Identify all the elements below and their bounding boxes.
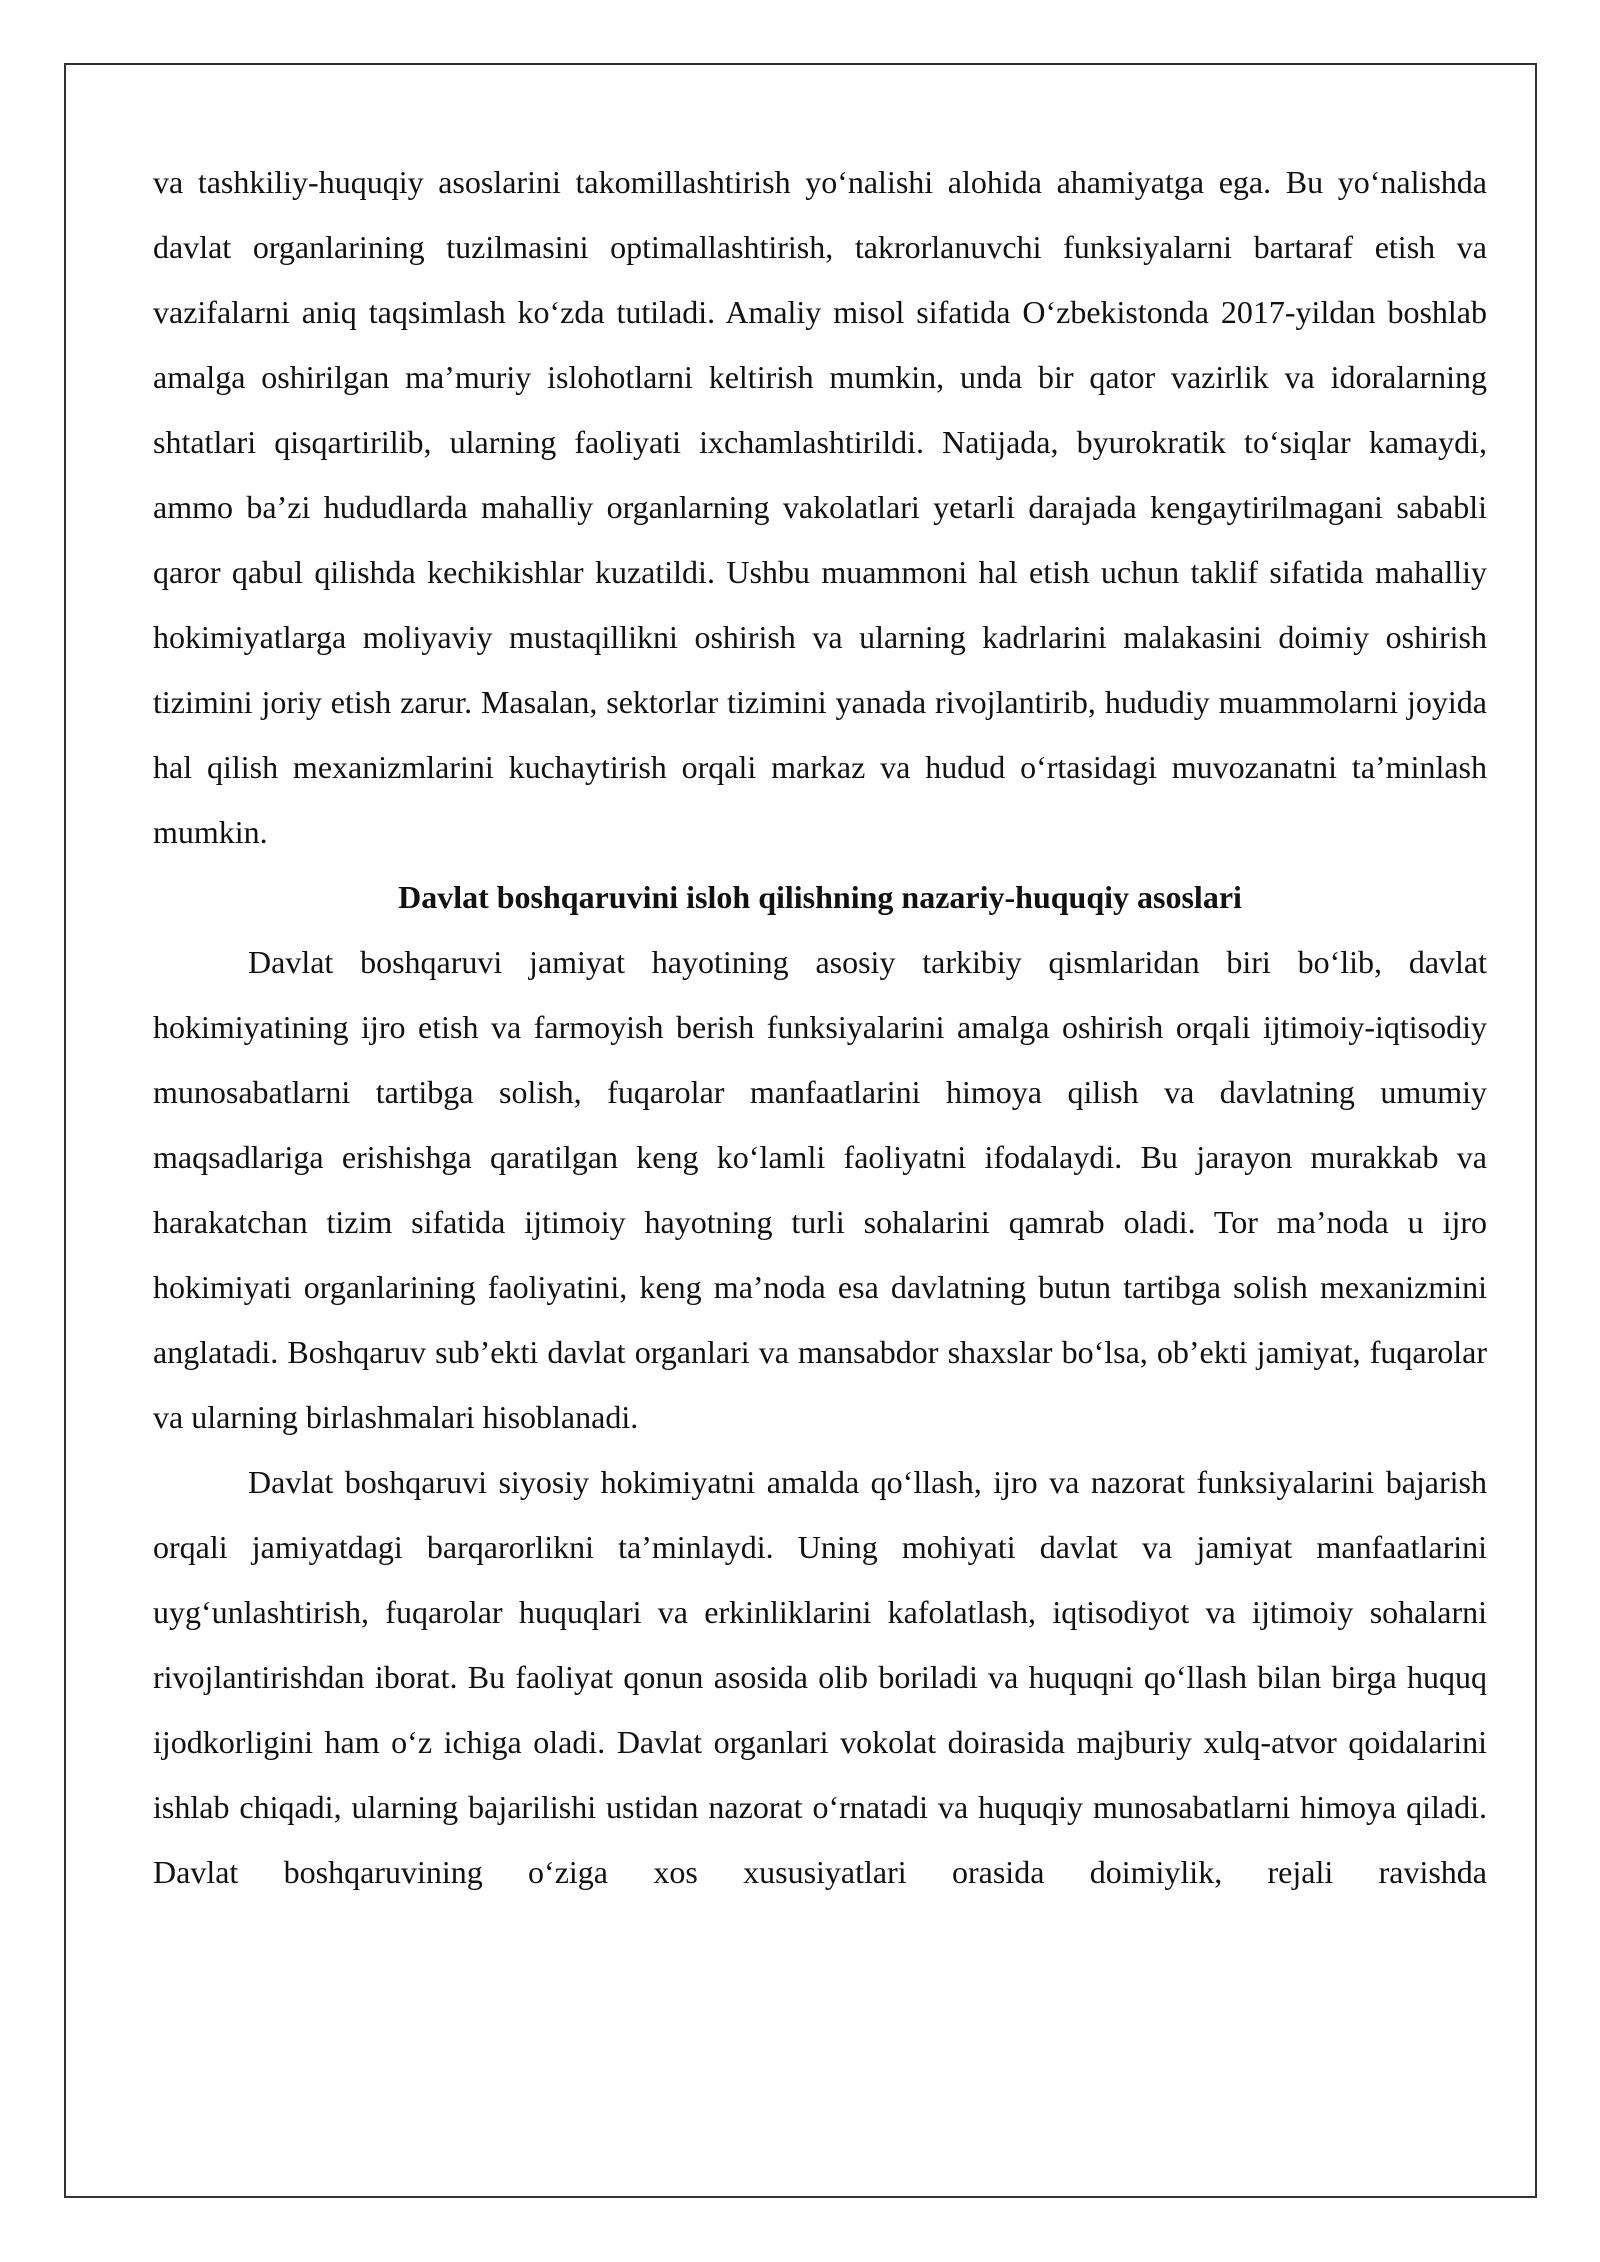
body-paragraph: Davlat boshqaruvi jamiyat hayotining asosiy tarkibiy qismlaridan biri bo‘lib, davlat hokimiyatining ijro etish va farmoyish berish funksiyalarini amalga oshirish orqali ijtimoiy-iqtisodiy munosabatlarni tartibga solish, fuqarolar manfaatlarini himoya qilish va davlatning umumiy maqsadlariga erishishga qaratilgan keng ko‘lamli faoliyatni ifodalaydi. Bu jarayon murakkab va harakatchan tizim sifatida ijtimoiy hayotning turli sohalarini qamrab oladi. Tor ma’noda u ijro hokimiyati organlarining faoliyatini, keng ma’noda esa davlatning butun tartibga solish mexanizmini anglatadi. Boshqaruv sub’ekti davlat organlari va mansabdor shaxslar bo‘lsa, ob’ekti jamiyat, fuqarolar va ularning birlashmalari hisoblanadi. (153, 944, 1487, 1435)
body-paragraph: Davlat boshqaruvi siyosiy hokimiyatni amalda qo‘llash, ijro va nazorat funksiyalarini bajarish orqali jamiyatdagi barqarorlikni ta’minlaydi. Uning mohiyati davlat va jamiyat manfaatlarini uyg‘unlashtirish, fuqarolar huquqlari va erkinliklarini kafolatlash, iqtisodiyot va ijtimoiy sohalarni rivojlantirishdan iborat. Bu faoliyat qonun asosida olib boriladi va huquqni qo‘llash bilan birga huquq ijodkorligini ham o‘z ichiga oladi. Davlat organlari vokolat doirasida majburiy xulq-atvor qoidalarini ishlab chiqadi, ularning bajarilishi ustidan nazorat o‘rnatadi va huquqiy munosabatlarni himoya qiladi. Davlat boshqaruvining o‘ziga xos xususiyatlari orasida doimiylik, rejali ravishda (153, 1464, 1487, 1890)
section-heading: Davlat boshqaruvini isloh qilishning nazariy-huquqiy asoslari (398, 879, 1242, 915)
body-paragraph: va tashkiliy-huquqiy asoslarini takomillashtirish yo‘nalishi alohida ahamiyatga ega. Bu yo‘nalishda davlat organlarining tuzilmasini optimallashtirish, takrorlanuvchi funksiyalarni bartaraf etish va vazifalarni aniq taqsimlash ko‘zda tutiladi. Amaliy misol sifatida O‘zbekistonda 2017-yildan boshlab amalga oshirilgan ma’muriy islohotlarni keltirish mumkin, unda bir qator vazirlik va idoralarning shtatlari qisqartirilib, ularning faoliyati ixchamlashtirildi. Natijada, byurokratik to‘siqlar kamaydi, ammo ba’zi hududlarda mahalliy organlarning vakolatlari yetarli darajada kengaytirilmagani sababli qaror qabul qilishda kechikishlar kuzatildi. Ushbu muammoni hal etish uchun taklif sifatida mahalliy hokimiyatlarga moliyaviy mustaqillikni oshirish va ularning kadrlarini malakasini doimiy oshirish tizimini joriy etish zarur. Masalan, sektorlar tizimini yanada rivojlantirib, hududiy muammolarni joyida hal qilish mexanizmlarini kuchaytirish orqali markaz va hudud o‘rtasidagi muvozanatni ta’minlash mumkin. (153, 164, 1487, 850)
document-body (153, 150, 1487, 1905)
